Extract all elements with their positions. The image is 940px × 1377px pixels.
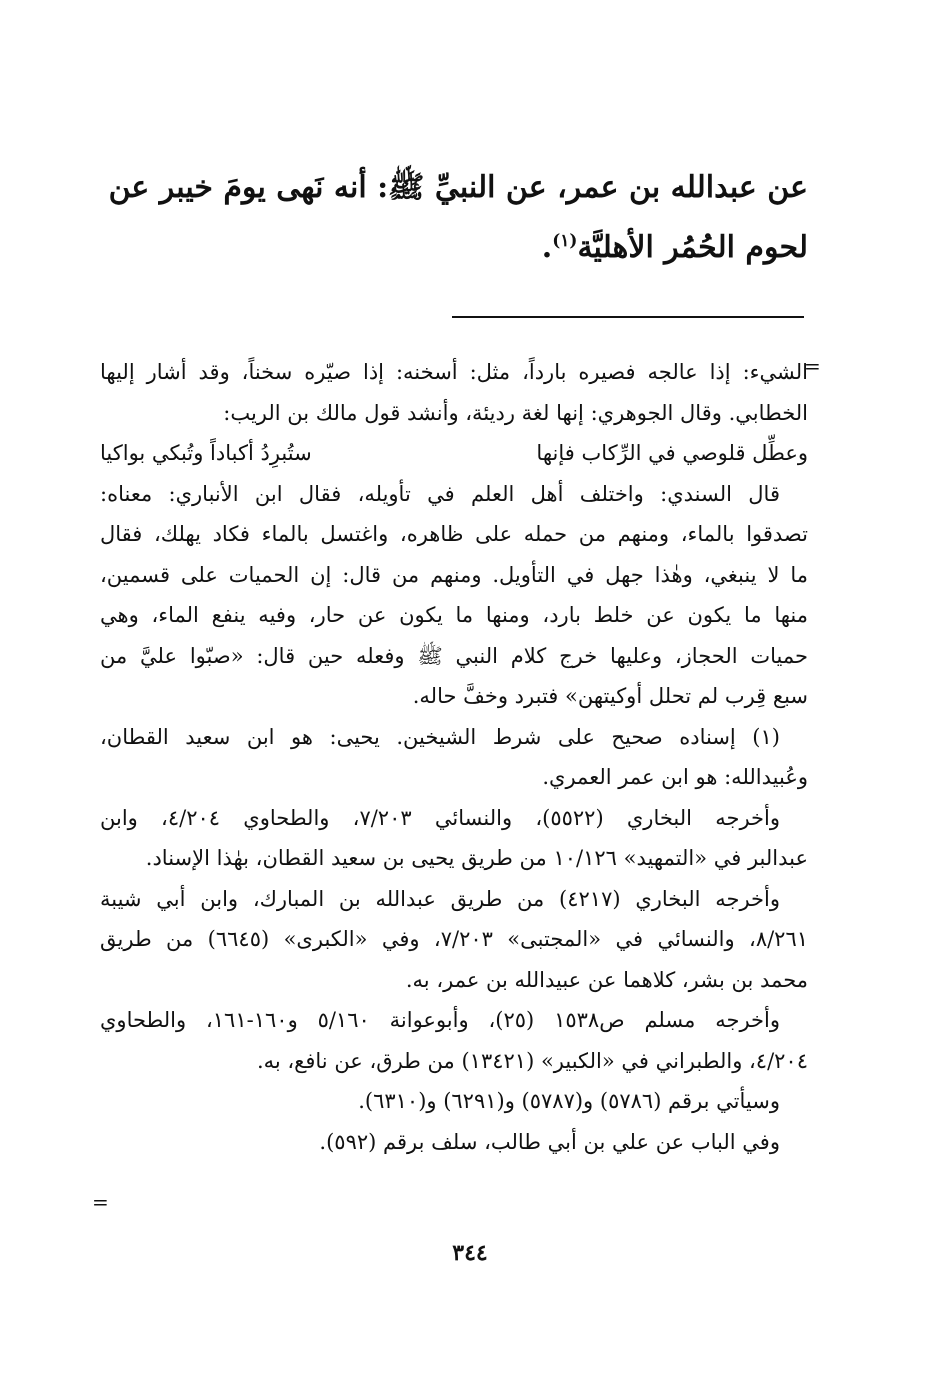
- footnote-para3-line-3: محمد بن بشر، كلاهما عن عبيدالله بن عمر، به.: [405, 967, 808, 992]
- footnote-reference-1[interactable]: (١): [552, 231, 578, 251]
- footnote-para2-line-2: عبدالبر في «التمهيد» ١٠/١٢٦ من طريق يحيى بن سعيد القطان، بهٰذا الإسناد.: [145, 846, 808, 870]
- footnote-prev-line-6: ما لا ينبغي، وهٰذا جهل في التأويل. ومنهم من قال: إن الحميات على قسمين،: [100, 562, 808, 587]
- footnotes-section: [100, 352, 808, 1162]
- hadith-text: [96, 158, 808, 278]
- footnote-1-line-1: (١) إسناده صحيح على شرط الشيخين. يحيى: هو ابن سعيد القطان،: [100, 724, 780, 749]
- hadith-line-1: عن عبدالله بن عمر، عن النبيِّ ﷺ: أنه نَهى يومَ خيبر عن: [108, 170, 808, 205]
- footnote-prev-line-8: حميات الحجاز، وعليها خرج كلام النبي ﷺ وفعله حين قال: «صبّوا عليَّ من: [100, 643, 808, 668]
- footnote-separator: [452, 316, 804, 318]
- footnote-prev-line-1: الشيء: إذا عالجه فصيره بارداً، مثل: أسخنه: إذا صيّره سخناً، وقد أشار إليها: [100, 360, 808, 384]
- footnote-para4-line-2: ٤/٢٠٤، والطبراني في «الكبير» (١٣٤٢١) من طرق، عن نافع، به.: [256, 1048, 808, 1073]
- poem-first-hemistich: وعطِّل قلوصي في الرِّكاب فإنها: [536, 441, 808, 465]
- hadith-line-2-text: لحوم الحُمُر الأهليَّة: [577, 230, 808, 265]
- footnote-para3-line-1: وأخرجه البخاري (٤٢١٧) من طريق عبدالله بن المبارك، وابن أبي شيبة: [100, 886, 780, 911]
- footnote-prev-line-7: منها ما يكون عن خلط بارد، ومنها ما يكون عن حار، وفيه ينفع الماء، وهي: [100, 603, 808, 627]
- footnote-para3-line-2: ٨/٢٦١، والنسائي في «المجتبى» ٧/٢٠٣، وفي «الكبرى» (٦٦٤٥) من طريق: [100, 927, 808, 951]
- footnote-prev-line-5: تصدقوا بالماء، ومنهم من حمله على ظاهره، واغتسل بالماء فكاد يهلك، فقال: [100, 522, 808, 546]
- poem-second-hemistich: ستُبرِدُ أكباداً وتُبكي بواكيا: [100, 441, 312, 465]
- poem-verse: [100, 433, 808, 474]
- footnote-prev-line-9: سبع قِرب لم تحلل أوكيتهن» فتبرد وخفَّ حاله.: [412, 684, 808, 708]
- continuation-mark-top: =: [804, 354, 821, 378]
- hadith-line-2-end: .: [541, 230, 553, 265]
- footnote-prev-line-2: الخطابي. وقال الجوهري: إنها لغة رديئة، وأنشد قول مالك بن الريب:: [223, 400, 808, 425]
- footnote-para4-line-1: وأخرجه مسلم ص١٥٣٨ (٢٥)، وأبوعوانة ٥/١٦٠ و١٦٠-١٦١، والطحاوي: [100, 1008, 780, 1032]
- footnote-para6: وفي الباب عن علي بن أبي طالب، سلف برقم (٥٩٢).: [319, 1129, 780, 1154]
- footnote-para5: وسيأتي برقم (٥٧٨٦) و(٥٧٨٧) و(٦٢٩١) و(٦٣١٠).: [358, 1089, 780, 1113]
- footnote-para2-line-1: وأخرجه البخاري (٥٥٢٢)، والنسائي ٧/٢٠٣، والطحاوي ٤/٢٠٤، وابن: [100, 805, 781, 830]
- hadith-line-2: [96, 218, 808, 278]
- page-number: ٣٤٤: [452, 1240, 488, 1266]
- footnote-prev-line-4: قال السندي: واختلف أهل العلم في تأويله، فقال ابن الأنباري: معناه:: [100, 481, 780, 506]
- continuation-mark-bottom: =: [92, 1190, 109, 1214]
- footnote-1-line-2: وعُبيدالله: هو ابن عمر العمري.: [542, 765, 808, 789]
